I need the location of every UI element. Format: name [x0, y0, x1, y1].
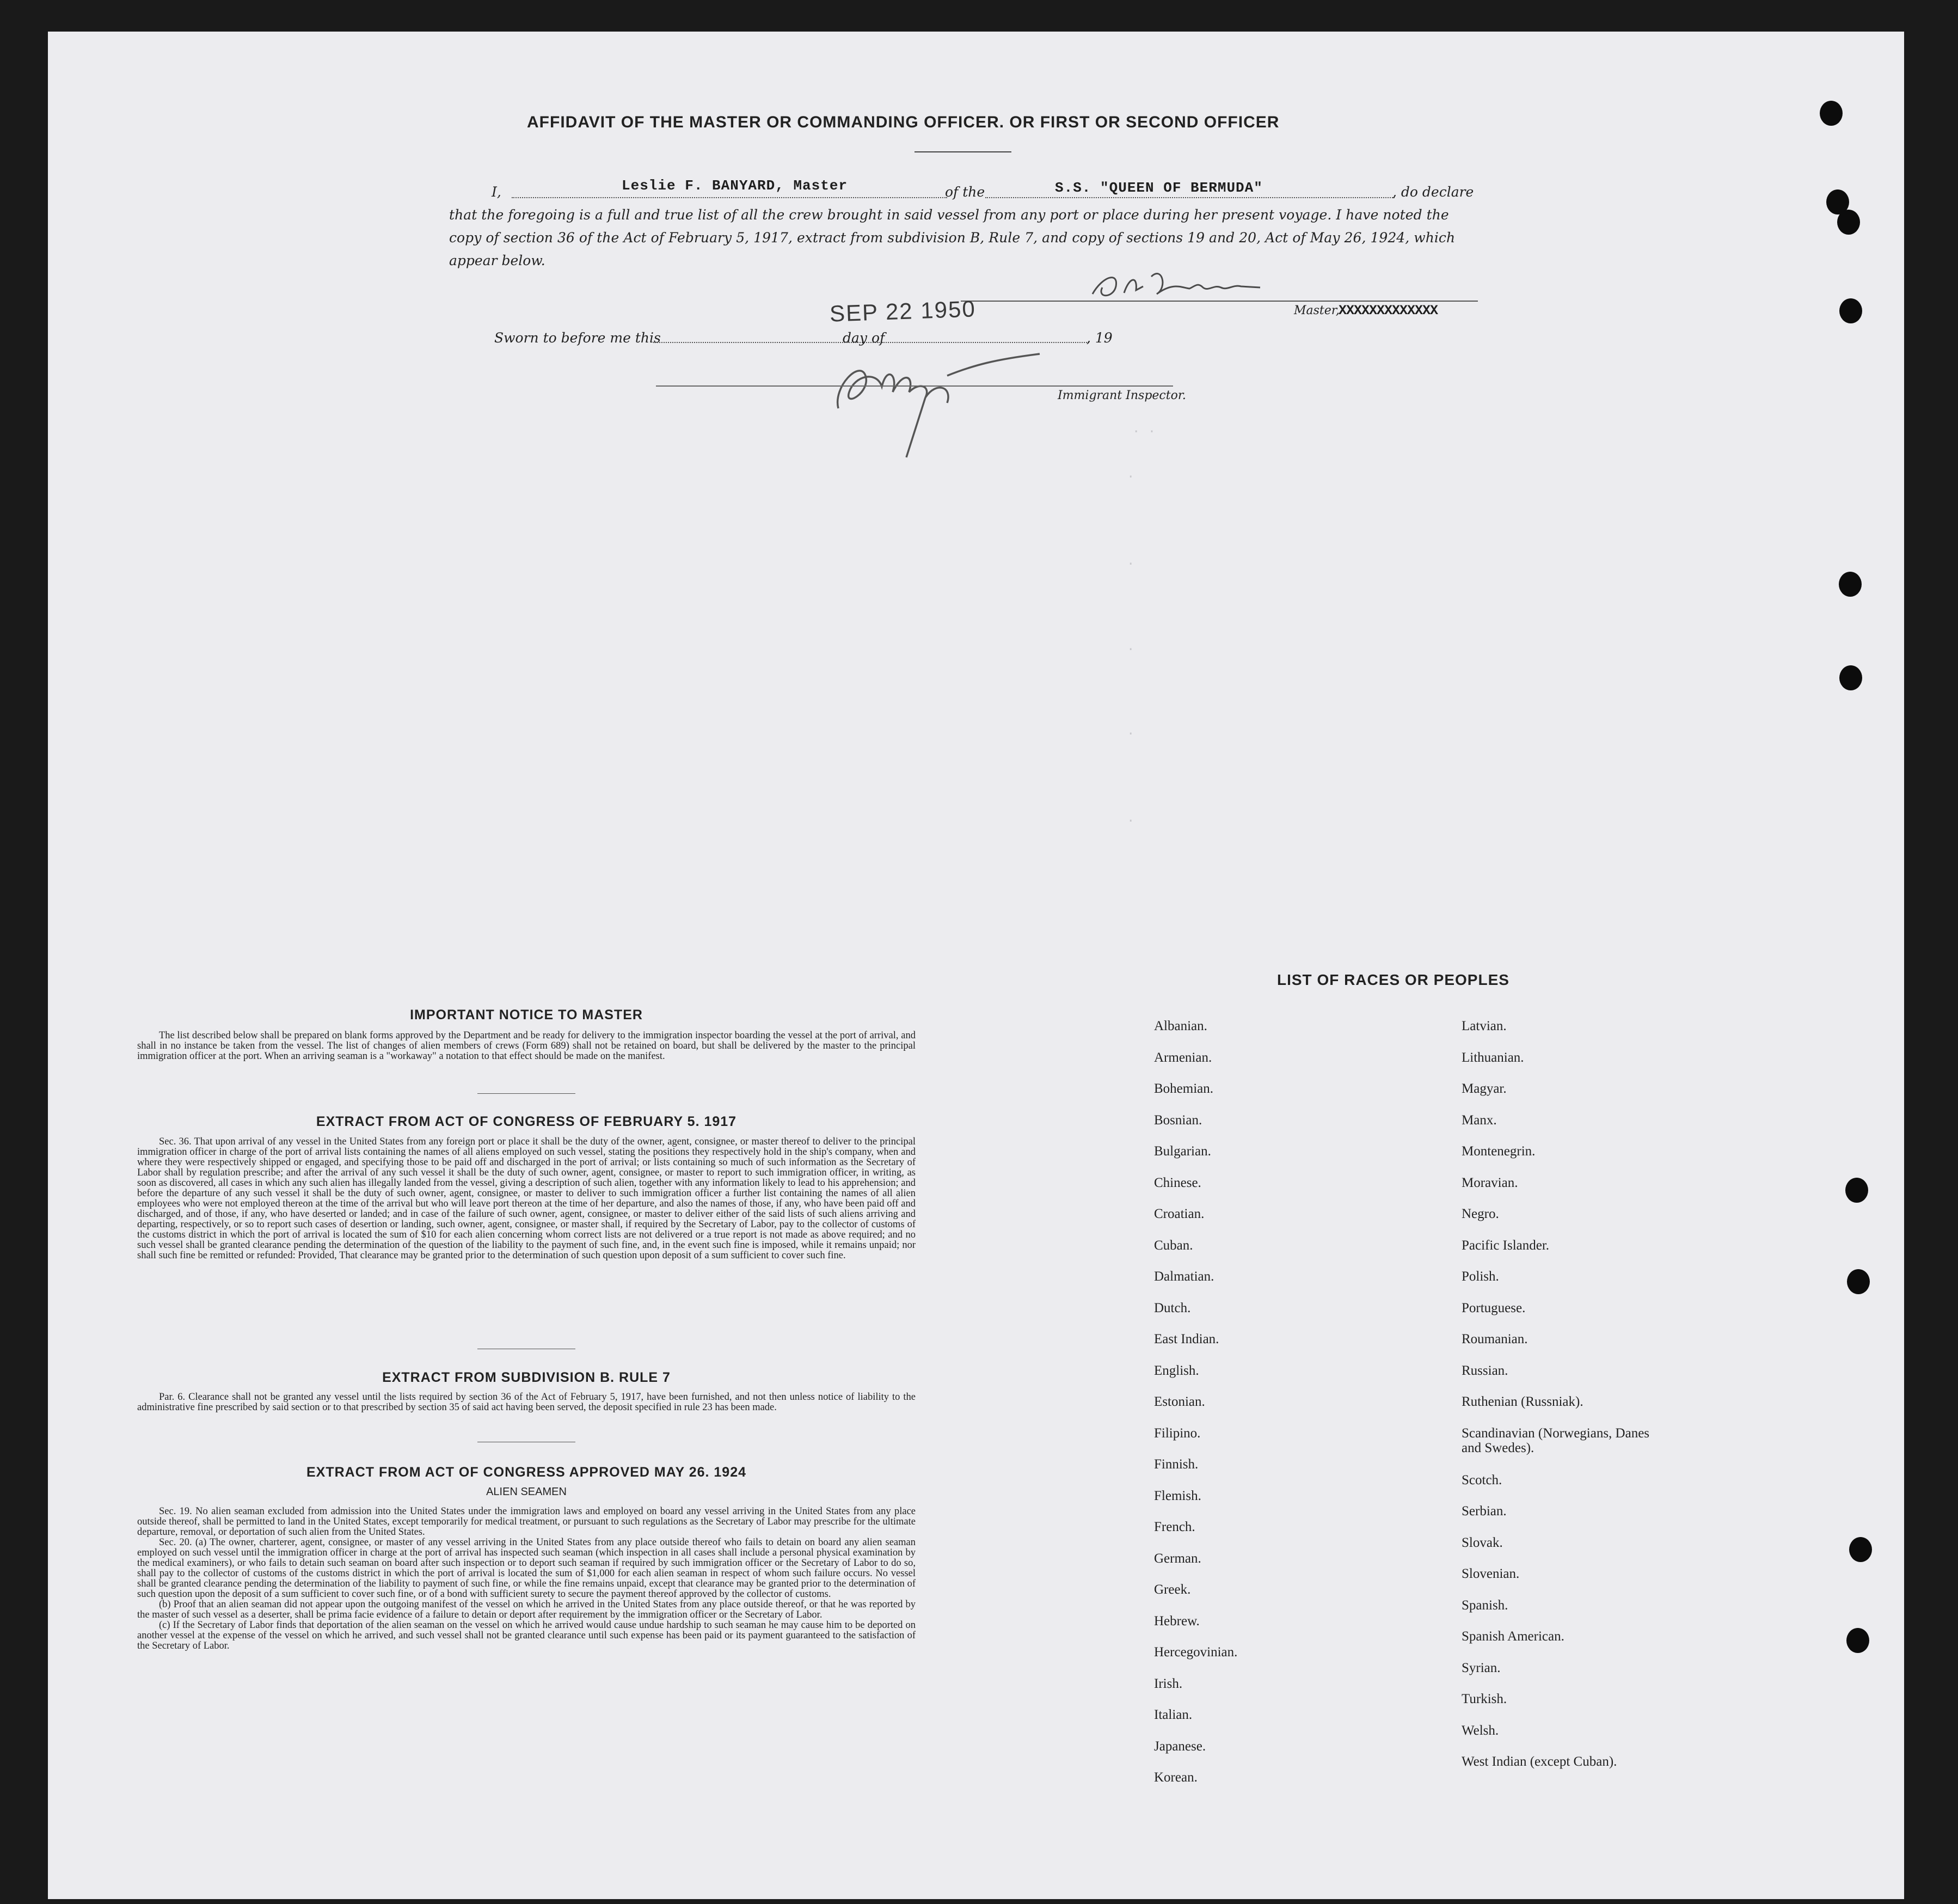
race-item: Slovenian. — [1462, 1566, 1520, 1581]
race-item: Estonian. — [1154, 1394, 1205, 1409]
race-item: Manx. — [1462, 1112, 1497, 1128]
binder-hole — [1820, 101, 1843, 126]
extract-1917-title: EXTRACT FROM ACT OF CONGRESS OF FEBRUARY 5. 1917 — [316, 1114, 737, 1129]
sworn-label: Sworn to before me this — [494, 330, 661, 346]
race-item: Albanian. — [1154, 1019, 1207, 1033]
race-item: Slovak. — [1462, 1535, 1503, 1550]
race-item: Irish. — [1154, 1676, 1183, 1691]
race-item: Dalmatian. — [1154, 1269, 1214, 1284]
race-item: Korean. — [1154, 1770, 1198, 1785]
master-signature — [1086, 260, 1282, 309]
of-the-label: of the — [945, 184, 985, 200]
race-item: Chinese. — [1154, 1175, 1201, 1190]
declaration-line: appear below. — [449, 253, 545, 268]
binder-hole — [1849, 1537, 1872, 1562]
binder-hole — [1837, 210, 1860, 235]
race-item: Turkish. — [1462, 1692, 1507, 1706]
inspector-signature — [811, 343, 1056, 463]
extract-rule7-text: Par. 6. Clearance shall not be granted any vessel until the lists required by section 36 of the Act of February 5, 1917, have been furnished, and not then unless notice of liability to the administrative fine prescribed by said section or to that prescribed by section 35 of said act having been served, the deposit specified in rule 23 has been made. — [137, 1392, 916, 1413]
race-item: Ruthenian (Russniak). — [1462, 1394, 1583, 1409]
race-item: Flemish. — [1154, 1488, 1201, 1503]
race-item: Russian. — [1462, 1363, 1508, 1378]
race-item: Moravian. — [1462, 1175, 1518, 1190]
race-item: Croatian. — [1154, 1207, 1205, 1221]
race-item: East Indian. — [1154, 1332, 1219, 1346]
year-label: , 19 — [1087, 330, 1113, 346]
race-item: Serbian. — [1462, 1504, 1507, 1519]
date-stamp: SEP 22 1950 — [829, 296, 977, 327]
race-item: Bosnian. — [1154, 1112, 1202, 1128]
race-item: Hercegovinian. — [1154, 1645, 1238, 1660]
extract-1917-text: Sec. 36. That upon arrival of any vessel in the United States from any foreign port or place it shall be the duty of the owner, agent, consignee, or master thereof to deliver to the principal immigration officer in charge of the port of arrival lists containing the names of all aliens employed on such vessel, stating the positions they respectively hold in the ship's company, when and where they were respectively shipped or engaged, and specifying those to be paid off and discharged in the port of arrival; or lists containing so much of such information as the Secretary of Labor shall by regulation prescribe; and after the arrival of any such vessel it shall be the duty of such owner, agent, consignee, or master to report to such immigration officer, in writing, as soon as discovered, all cases in which any such alien has illegally landed from the vessel, giving a description of such alien, together with any information likely to lead to his apprehension; and before the departure of any such vessel it shall be the duty of such owner, agent, consignee, or master to deliver to such immigration officer a further list containing the names of all alien employees who were not employed thereon at the time of the arrival but who will leave port thereon at the time of her departure, and also the names of those, if any, who have been paid off and discharged, and of those, if any, who have deserted or landed; and in case of the failure of such owner, agent, consignee, or master to deliver either of the said lists of such aliens arriving and departing, respectively, or so to report such cases of desertion or landing, such owner, agent, consignee, or master shall, if required by the Secretary of Labor, pay to the collector of customs of the customs district in which the port of arrival is located the sum of $10 for each alien concerning whom correct lists are not delivered or a true report is not made as above required; and no such vessel shall be granted clearance pending the determination of the question of the liability to the payment of such fine, and, in the event such fine is imposed, while it remains unpaid; nor shall such fine be remitted or refunded: Provided, That clearance may be granted prior to the determination of such question upon deposit of a sum sufficient to cover such fine. — [137, 1136, 916, 1261]
binder-hole — [1847, 1269, 1870, 1294]
races-column-1 — [1154, 1019, 1237, 1802]
race-item: Latvian. — [1462, 1019, 1507, 1033]
race-item: Roumanian. — [1462, 1332, 1528, 1346]
master-label: Master, — [1294, 304, 1340, 317]
race-item: Welsh. — [1462, 1723, 1499, 1738]
affidavit-title: AFFIDAVIT OF THE MASTER OR COMMANDING OFFICER. OR FIRST OR SECOND OFFICER — [527, 113, 1280, 131]
race-item: Japanese. — [1154, 1738, 1206, 1754]
race-item: Bulgarian. — [1154, 1144, 1211, 1159]
binder-hole — [1845, 1178, 1868, 1203]
race-item: Dutch. — [1154, 1300, 1191, 1315]
race-item: Syrian. — [1462, 1660, 1501, 1675]
declaration-line: copy of section 36 of the Act of February 5, 1917, extract from subdivision B, Rule 7, and copy of sections 19 and 20, Act of May 26, 1924, which — [449, 230, 1456, 246]
day-of-label: day of — [843, 330, 885, 346]
race-item: Spanish American. — [1462, 1629, 1564, 1644]
extract-1924-title: EXTRACT FROM ACT OF CONGRESS APPROVED MAY 26. 1924 — [306, 1465, 747, 1480]
inspector-label: Immigrant Inspector. — [1058, 389, 1186, 402]
master-name: Leslie F. BANYARD, Master — [622, 177, 848, 194]
notice-text: The list described below shall be prepared on blank forms approved by the Department and be ready for delivery to the immigration inspector boarding the vessel at the port of arrival, and shall in no instance be taken from the vessel. The list of changes of alien members of crews (Form 689) shall not be retained on board, but shall be delivered by the master to the principal immigration officer at the port. When an arriving seaman is a "workaway" a notation to that effect should be made on the manifest. — [137, 1030, 916, 1062]
race-item: Bohemian. — [1154, 1081, 1214, 1096]
race-item: Pacific Islander. — [1462, 1238, 1550, 1253]
do-declare-label: , do declare — [1392, 184, 1474, 200]
race-item: Greek. — [1154, 1582, 1191, 1597]
struck-title: XXXXXXXXXXXXX — [1339, 303, 1438, 319]
race-item: Portuguese. — [1462, 1300, 1526, 1315]
race-item: French. — [1154, 1520, 1195, 1534]
declarant-pronoun: I, — [492, 184, 501, 200]
race-item: Montenegrin. — [1462, 1144, 1536, 1159]
extract-rule7-title: EXTRACT FROM SUBDIVISION B. RULE 7 — [382, 1370, 671, 1385]
race-item: Spanish. — [1462, 1597, 1508, 1613]
race-item: Magyar. — [1462, 1081, 1507, 1096]
race-item: German. — [1154, 1551, 1201, 1566]
title-divider — [914, 151, 1011, 152]
race-item: Polish. — [1462, 1269, 1499, 1284]
race-item: Filipino. — [1154, 1425, 1201, 1441]
binder-hole — [1839, 572, 1862, 597]
race-item: Cuban. — [1154, 1238, 1193, 1253]
race-item: West Indian (except Cuban). — [1462, 1754, 1617, 1769]
race-item: English. — [1154, 1363, 1199, 1378]
extract-1924-text: Sec. 19. No alien seaman excluded from admission into the United States under the immigration laws and employed on board any vessel arriving in the United States from any place outside thereof, shall be permitted to land in the United States, except temporarily for medical treatment, or pursuant to such regulations as the Secretary of Labor may prescribe for the ultimate departure, removal, or deportation of such alien from the United States. Sec. 20. (a) The owner, charterer, agent, consignee, or master of any vessel arriving in the United States from any place outside thereof who fails to detain on board any alien seaman employed on such vessel until the immigration officer in charge at the port of arrival has inspected such seaman (which inspection in all cases shall include a personal physical examination by the medical examiners), or who fails to detain such seaman on board after such inspection or to deport such seaman if required by such immigration officer or the Secretary of Labor to do so, shall pay to the collector of customs of the customs district in which the port of arrival is located the sum of $1,000 for each alien seaman in respect of whom such failure occurs. No vessel shall be granted clearance pending the determination of the liability to payment of such fine, or while the fine remains unpaid, except that clearance may be granted prior to the determination of such question upon the deposit of a sum sufficient to cover such fine, or of a bond with sufficient surety to secure the payment thereof approved by the collector of customs. (b) Proof that an alien seaman did not appear upon the outgoing manifest of the vessel on which he arrived in the United States from any place outside thereof, or that he was reported by the master of such vessel as a deserter, shall be prima facie evidence of a failure to detain or deport after requirement by the immigration officer or the Secretary of Labor. (c) If the Secretary of Labor finds that deportation of the alien seaman on the vessel on which he arrived would cause undue hardship to such seaman he may cause him to be deported on another vessel at the expense of the vessel on which he arrived, and such vessel shall not be granted clearance until such expense has been paid or its payment guaranteed to the satisfaction of the Secretary of Labor. — [137, 1506, 916, 1651]
declaration-line: that the foregoing is a full and true list of all the crew brought in said vessel from any port or place during her present voyage. I have noted the — [449, 207, 1449, 223]
notice-title: IMPORTANT NOTICE TO MASTER — [410, 1007, 643, 1023]
race-item: Scotch. — [1462, 1472, 1502, 1487]
vessel-name: S.S. "QUEEN OF BERMUDA" — [1055, 180, 1263, 196]
binder-hole — [1846, 1628, 1869, 1653]
race-item: Negro. — [1462, 1207, 1499, 1221]
race-item: Hebrew. — [1154, 1613, 1200, 1628]
binder-hole — [1839, 665, 1862, 690]
alien-seamen-subtitle: ALIEN SEAMEN — [486, 1486, 567, 1498]
race-item: Armenian. — [1154, 1050, 1212, 1065]
binder-hole — [1839, 298, 1862, 323]
races-title: LIST OF RACES OR PEOPLES — [1277, 971, 1509, 988]
races-column-2 — [1462, 1019, 1668, 1786]
race-item: Italian. — [1154, 1707, 1193, 1722]
race-item: Lithuanian. — [1462, 1050, 1524, 1065]
race-item: Finnish. — [1154, 1457, 1199, 1472]
race-item: Scandinavian (Norwegians, Danes and Swedes). — [1462, 1425, 1650, 1455]
